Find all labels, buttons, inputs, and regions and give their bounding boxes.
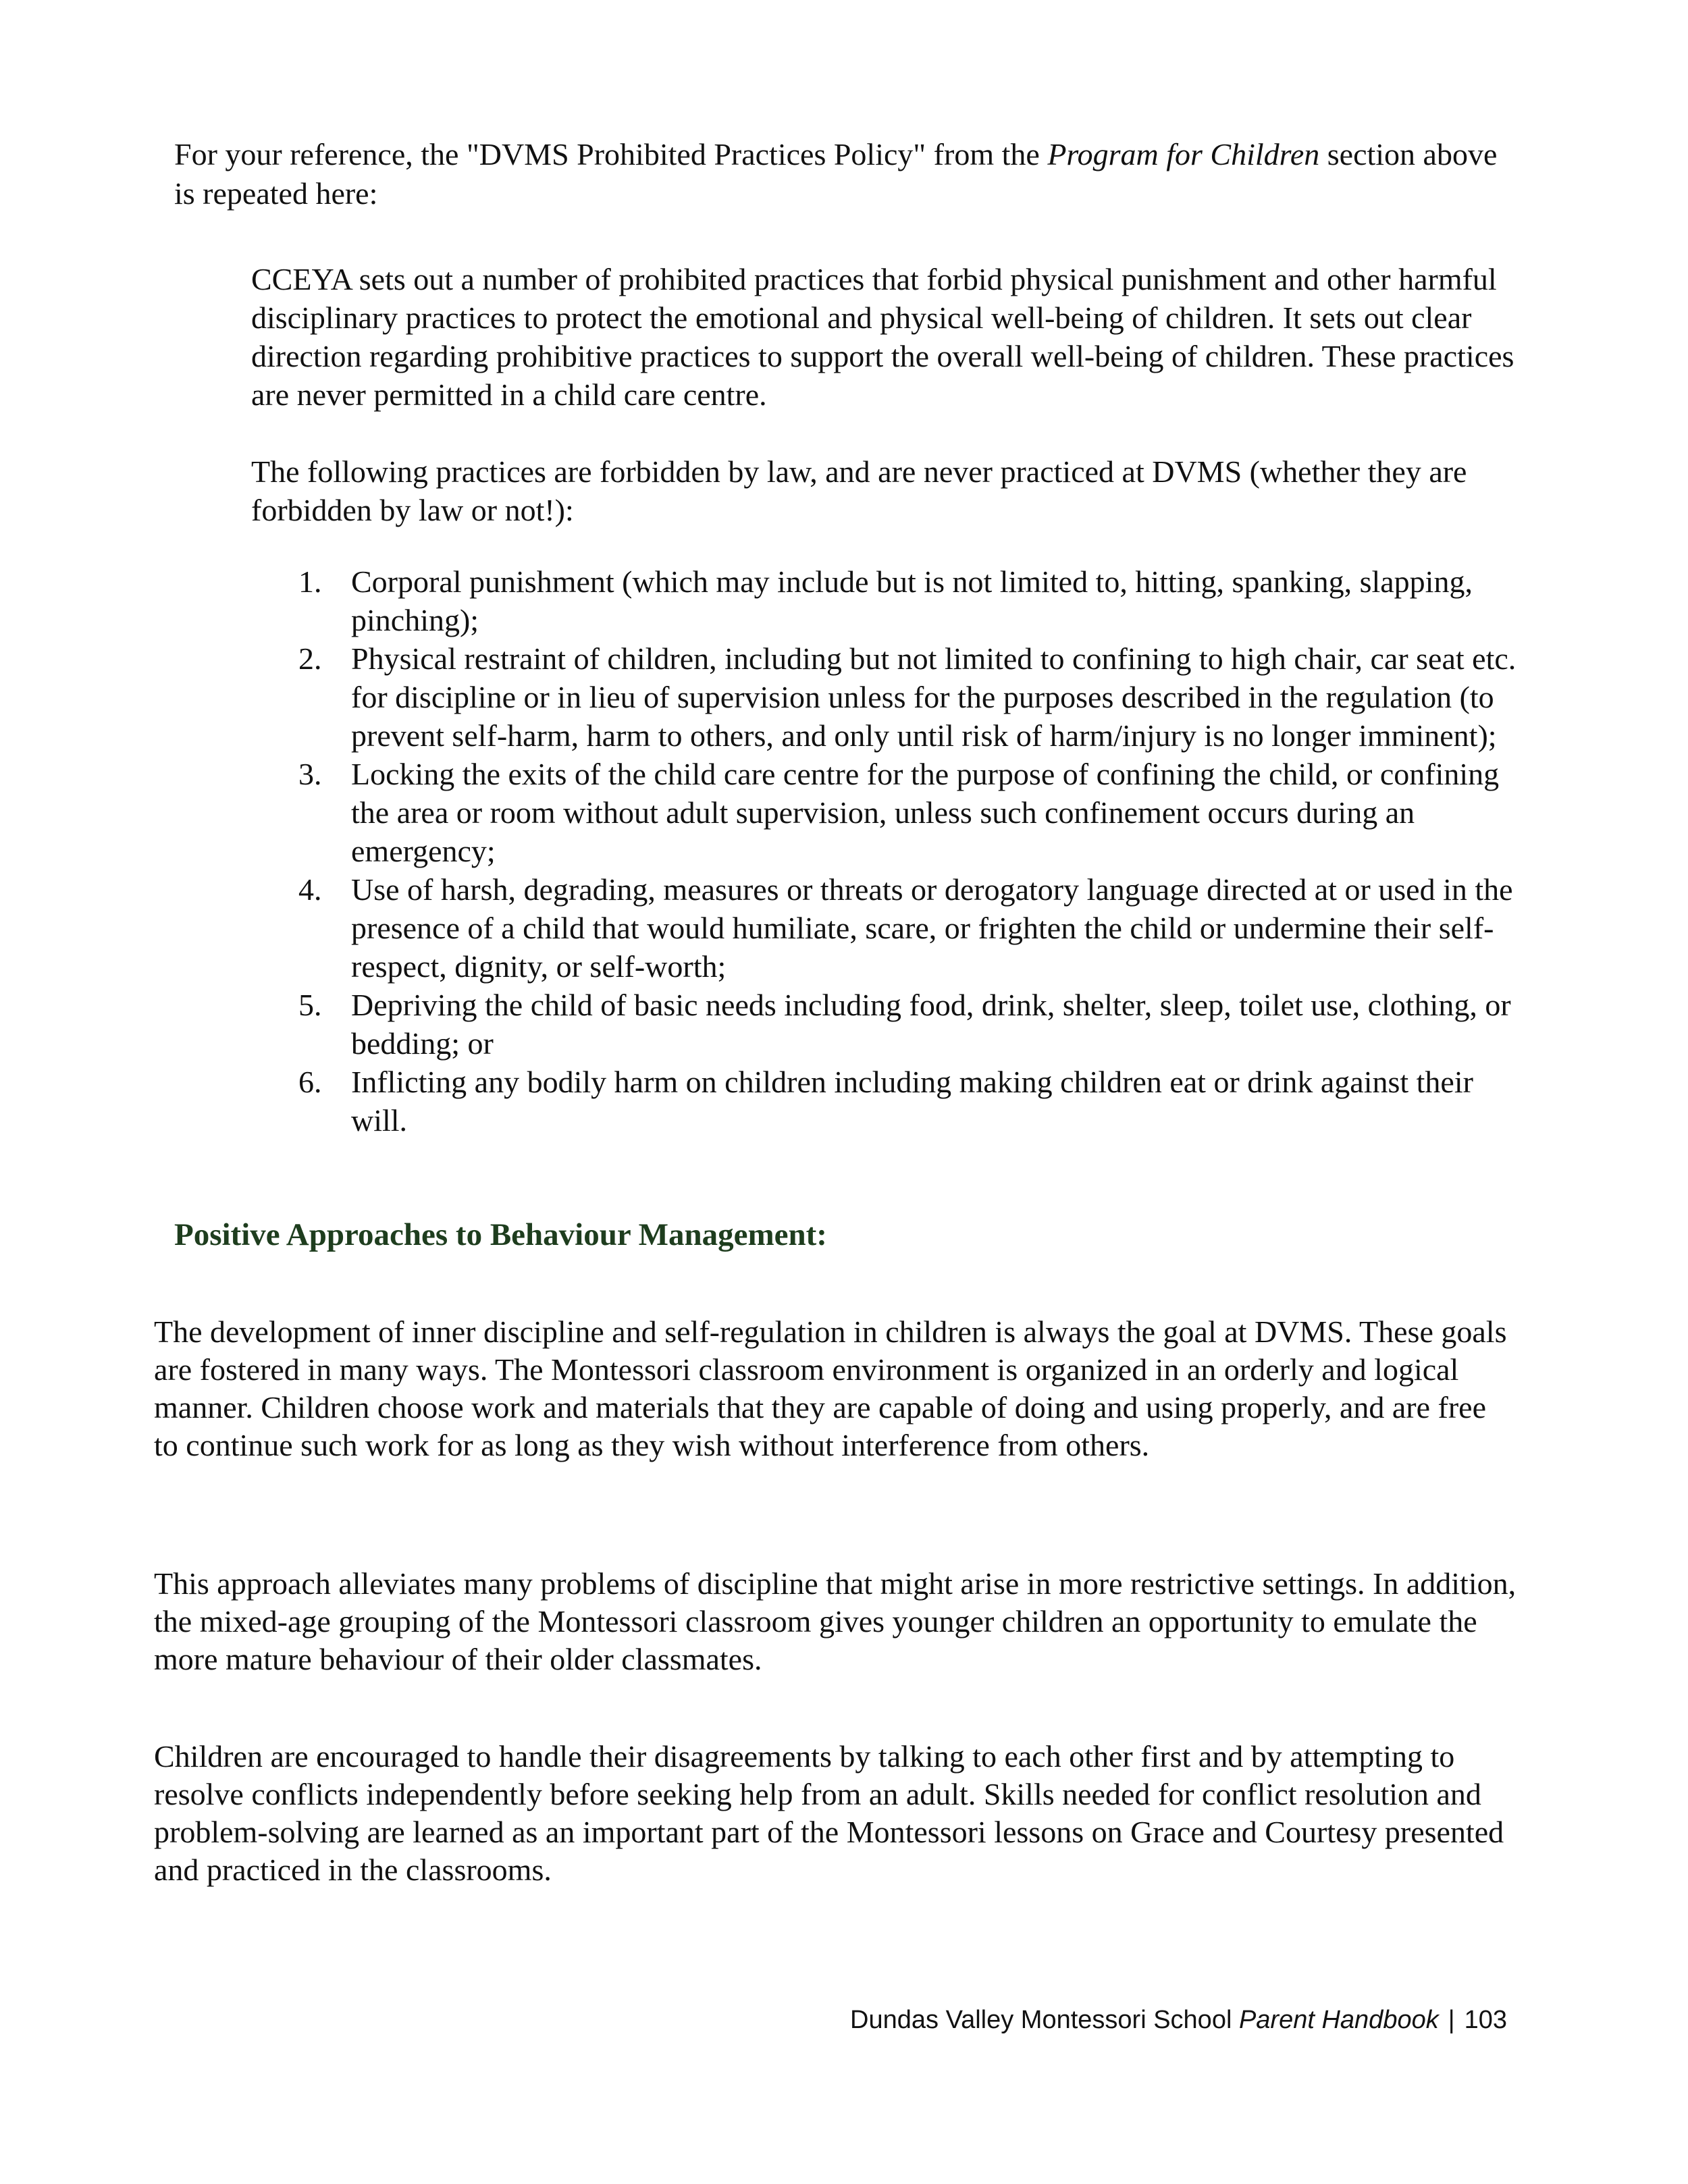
footer-school-name: Dundas Valley Montessori School [850,2006,1239,2034]
list-item-number: 2. [298,641,322,676]
prohibited-practices-list [251,562,1521,1140]
section-heading: Positive Approaches to Behaviour Management: [174,1217,827,1252]
body-paragraph-discipline: The development of inner discipline and self-regulation in children is always the goal at DVMS. These goals are fostered in many ways. The Montessori classroom environment is organized in an orderly and logical manner. Children choose work and materials that they are capable of doing and using properly, and are free to continue such work for as long as they wish without interference from others. [154,1314,1507,1462]
list-item-text: Inflicting any bodily harm on children including making children eat or drink against their will. [351,1065,1473,1138]
list-item [251,870,1521,986]
list-item-number: 1. [298,564,322,599]
list-item-number: 3. [298,757,322,791]
list-item-number: 5. [298,988,322,1022]
list-item-text: Depriving the child of basic needs including food, drink, shelter, sleep, toilet use, clothing, or bedding; or [351,988,1511,1061]
list-item-number: 6. [298,1065,322,1099]
body-paragraph-approach: This approach alleviates many problems of discipline that might arise in more restrictive settings. In addition, the mixed-age grouping of the Montessori classroom gives younger children an opportunity to emulate the more mature behaviour of their older classmates. [154,1566,1516,1676]
list-item-text: Corporal punishment (which may include but is not limited to, hitting, spanking, slapping, pinching); [351,564,1473,637]
intro-paragraph [174,135,1518,213]
footer-handbook-title: Parent Handbook [1238,2006,1439,2034]
footer-separator: | [1448,2006,1455,2034]
page-number: 103 [1464,2006,1507,2034]
list-item [251,755,1521,870]
list-item [251,639,1521,755]
list-item-text: Use of harsh, degrading, measures or threats or derogatory language directed at or used in the presence of a child that would humiliate, scare, or frighten the child or undermine their self-respect, dignity, or self-worth; [351,872,1513,984]
list-item [251,562,1521,639]
page-footer [850,2004,1507,2036]
intro-italic-title: Program for Children [1047,137,1320,171]
list-item-number: 4. [298,872,322,907]
list-item [251,1063,1521,1140]
list-item [251,986,1521,1063]
list-item-text: Physical restraint of children, including but not limited to confining to high chair, car seat etc. for discipline or in lieu of supervision unless for the purposes described in the regulation (to prevent self-harm, harm to others, and only until risk of harm/injury is no longer imminent); [351,641,1516,753]
quoted-policy-paragraph: CCEYA sets out a number of prohibited practices that forbid physical punishment and other harmful disciplinary practices to protect the emotional and physical well-being of children. It sets out clear direction regarding prohibitive practices to support the overall well-being of children. These practices are never permitted in a child care centre. [251,262,1514,412]
intro-text: For your reference, the "DVMS Prohibited Practices Policy" from the [174,137,1048,171]
intro-text-end: section above is repeated here: [174,137,1498,211]
list-item-text: Locking the exits of the child care centre for the purpose of confining the child, or confining the area or room without adult supervision, unless such confinement occurs during an emergency; [351,757,1500,868]
quoted-forbidden-intro: The following practices are forbidden by law, and are never practiced at DVMS (whether they are forbidden by law or not!): [251,454,1467,527]
body-paragraph-conflict: Children are encouraged to handle their disagreements by talking to each other first and by attempting to resolve conflicts independently before seeking help from an adult. Skills needed for conflict resolution and problem-solving are learned as an important part of the Montessori lessons on Grace and Courtesy presented and practiced in the classrooms. [154,1739,1504,1887]
